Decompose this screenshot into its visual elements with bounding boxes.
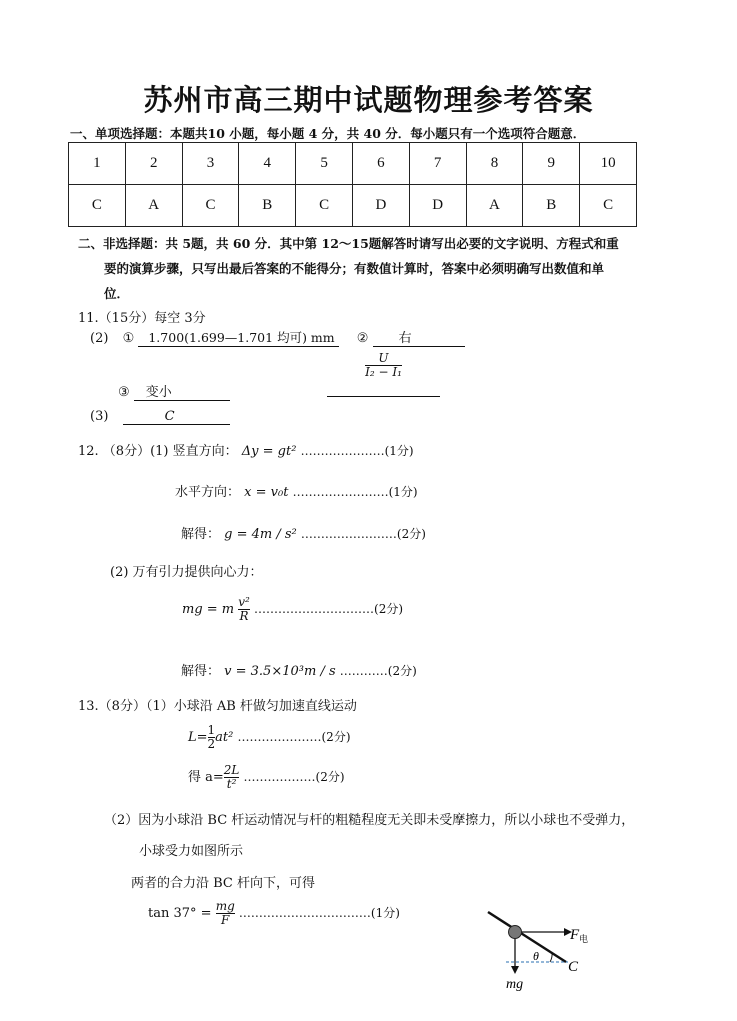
answer-table-number-row bbox=[69, 143, 637, 185]
q12-part2: (2) 万有引力提供向心力： bbox=[110, 565, 263, 580]
q12-line5 bbox=[181, 660, 417, 679]
q11-answer-4: C bbox=[123, 409, 230, 425]
q11-answer-3: 变小 bbox=[134, 381, 230, 401]
q13-eq3-left: tan 37° = bbox=[148, 906, 212, 921]
q13-part2: （2）因为小球沿 BC 杆运动情况与杆的粗糙程度无关即未受摩擦力，所以小球也不受弹力， bbox=[104, 813, 635, 828]
q13-eq2-fraction bbox=[224, 764, 240, 791]
q13-eq1-right: at² bbox=[215, 730, 234, 745]
q12-line2 bbox=[175, 481, 418, 500]
q11-part3 bbox=[90, 409, 230, 425]
q11-answer-fraction bbox=[327, 352, 440, 397]
question-number: 3 bbox=[182, 143, 239, 185]
answer-letter: A bbox=[125, 185, 182, 227]
q12-line4 bbox=[182, 596, 403, 623]
q13-heading: 13.（8分）（1）小球沿 AB 杆做匀加速直线运动 bbox=[78, 699, 357, 714]
q12-eq4-fraction bbox=[238, 596, 250, 623]
answer-letter: C bbox=[580, 185, 637, 227]
q12-eq3: g = 4m / s² bbox=[224, 527, 297, 542]
ball bbox=[509, 926, 522, 939]
q11-circle-2: ② bbox=[356, 331, 369, 346]
question-number: 1 bbox=[69, 143, 126, 185]
question-number: 6 bbox=[352, 143, 409, 185]
question-number: 10 bbox=[580, 143, 637, 185]
answer-table-answer-row bbox=[69, 185, 637, 227]
label-f: F bbox=[570, 927, 580, 943]
answer-letter: C bbox=[69, 185, 126, 227]
q13-points3: ……………………………(1分) bbox=[238, 906, 400, 920]
label-theta: θ bbox=[533, 949, 539, 963]
q12-eq4-num: v² bbox=[238, 595, 250, 609]
q12-eq2: x = v₀t bbox=[244, 485, 289, 500]
q13-points2: ………………(2分) bbox=[243, 770, 345, 784]
section2-line2: 要的演算步骤，只写出最后答案的不能得分；有数值计算时，答案中必须明确写出数值和单 bbox=[104, 261, 605, 276]
answer-table bbox=[68, 142, 637, 227]
answer-letter: D bbox=[409, 185, 466, 227]
q12-label3: 解得： bbox=[181, 527, 221, 542]
label-f-subscript: 电 bbox=[579, 935, 589, 945]
q13-label2: 得 a= bbox=[188, 770, 224, 785]
q11-part3-label: (3) bbox=[90, 409, 109, 424]
q13-eq1-den: 2 bbox=[207, 737, 216, 751]
q11-line3 bbox=[118, 381, 230, 401]
q11-part2 bbox=[90, 327, 465, 347]
question-number: 4 bbox=[239, 143, 296, 185]
q13-eq1-num: 1 bbox=[207, 723, 216, 737]
q12-points3: ……………………(2分) bbox=[300, 527, 426, 541]
q11-answer-1: 1.700(1.699—1.701 均可) mm bbox=[138, 328, 338, 347]
section2-line1: 二、非选择题：共 5题，共 60 分．其中第 12～15题解答时请写出必要的文字说明、方程式和重 bbox=[78, 236, 619, 251]
q11-circle-1: ① bbox=[122, 331, 135, 346]
answer-letter: C bbox=[182, 185, 239, 227]
answer-letter: D bbox=[352, 185, 409, 227]
q13-eq3-fraction bbox=[216, 900, 235, 927]
q13-points1: …………………(2分) bbox=[237, 730, 351, 744]
q12-points5: …………(2分) bbox=[339, 664, 417, 678]
label-c: C bbox=[568, 959, 579, 975]
q13-eq2-num: 2L bbox=[223, 763, 240, 777]
answer-letter: B bbox=[239, 185, 296, 227]
q13-line1 bbox=[188, 724, 351, 751]
answer-letter: A bbox=[466, 185, 523, 227]
q13-line3 bbox=[148, 900, 400, 927]
q11-circle-3: ③ bbox=[118, 385, 130, 400]
label-mg: mg bbox=[506, 977, 524, 992]
question-number: 9 bbox=[523, 143, 580, 185]
q12-line1 bbox=[78, 440, 414, 459]
question-number: 5 bbox=[296, 143, 353, 185]
q13-eq2-den: t² bbox=[224, 777, 240, 791]
q12-eq5: v = 3.5×10³m / s bbox=[224, 664, 336, 679]
question-number: 7 bbox=[409, 143, 466, 185]
question-number: 2 bbox=[125, 143, 182, 185]
q13-part3: 两者的合力沿 BC 杆向下，可得 bbox=[131, 876, 316, 891]
answer-letter: B bbox=[523, 185, 580, 227]
q12-points1: …………………(1分) bbox=[300, 444, 414, 458]
q11-heading: 11.（15分）每空 3分 bbox=[78, 311, 206, 326]
q12-eq1: Δy = gt² bbox=[241, 444, 297, 459]
answer-letter: C bbox=[296, 185, 353, 227]
q13-eq1-left: L= bbox=[188, 730, 208, 745]
q13-eq3-num: mg bbox=[215, 899, 235, 913]
force-mg-arrowhead bbox=[511, 966, 519, 974]
force-diagram bbox=[478, 904, 608, 999]
page-title: 苏州市高三期中试题物理参考答案 bbox=[143, 83, 594, 117]
q12-eq4-den: R bbox=[239, 609, 249, 623]
q12-points2: ……………………(1分) bbox=[292, 485, 418, 499]
q13-eq3-den: F bbox=[216, 913, 235, 927]
q13-line2 bbox=[188, 764, 345, 791]
q12-points4: …………………………(2分) bbox=[254, 602, 404, 616]
q11-fraction bbox=[365, 352, 402, 379]
q12-heading: 12. （8分）(1) 竖直方向： bbox=[78, 444, 238, 459]
section2-line3: 位． bbox=[104, 286, 130, 301]
section1-heading: 一、单项选择题：本题共10 小题，每小题 4 分，共 40 分．每小题只有一个选项符合题意． bbox=[70, 126, 586, 141]
q11-answer-2: 右 bbox=[373, 327, 465, 347]
q12-label5: 解得： bbox=[181, 664, 221, 679]
q13-part2-line2: 小球受力如图所示 bbox=[139, 844, 244, 859]
q12-line3 bbox=[181, 523, 426, 542]
question-number: 8 bbox=[466, 143, 523, 185]
q11-frac-num: U bbox=[378, 351, 389, 365]
q11-part2-label: (2) bbox=[90, 331, 109, 346]
q11-frac-den: I₂ − I₁ bbox=[365, 365, 402, 379]
q12-eq4-left: mg = m bbox=[182, 602, 235, 617]
rod-bc bbox=[488, 912, 566, 962]
q12-label2: 水平方向： bbox=[175, 485, 241, 500]
